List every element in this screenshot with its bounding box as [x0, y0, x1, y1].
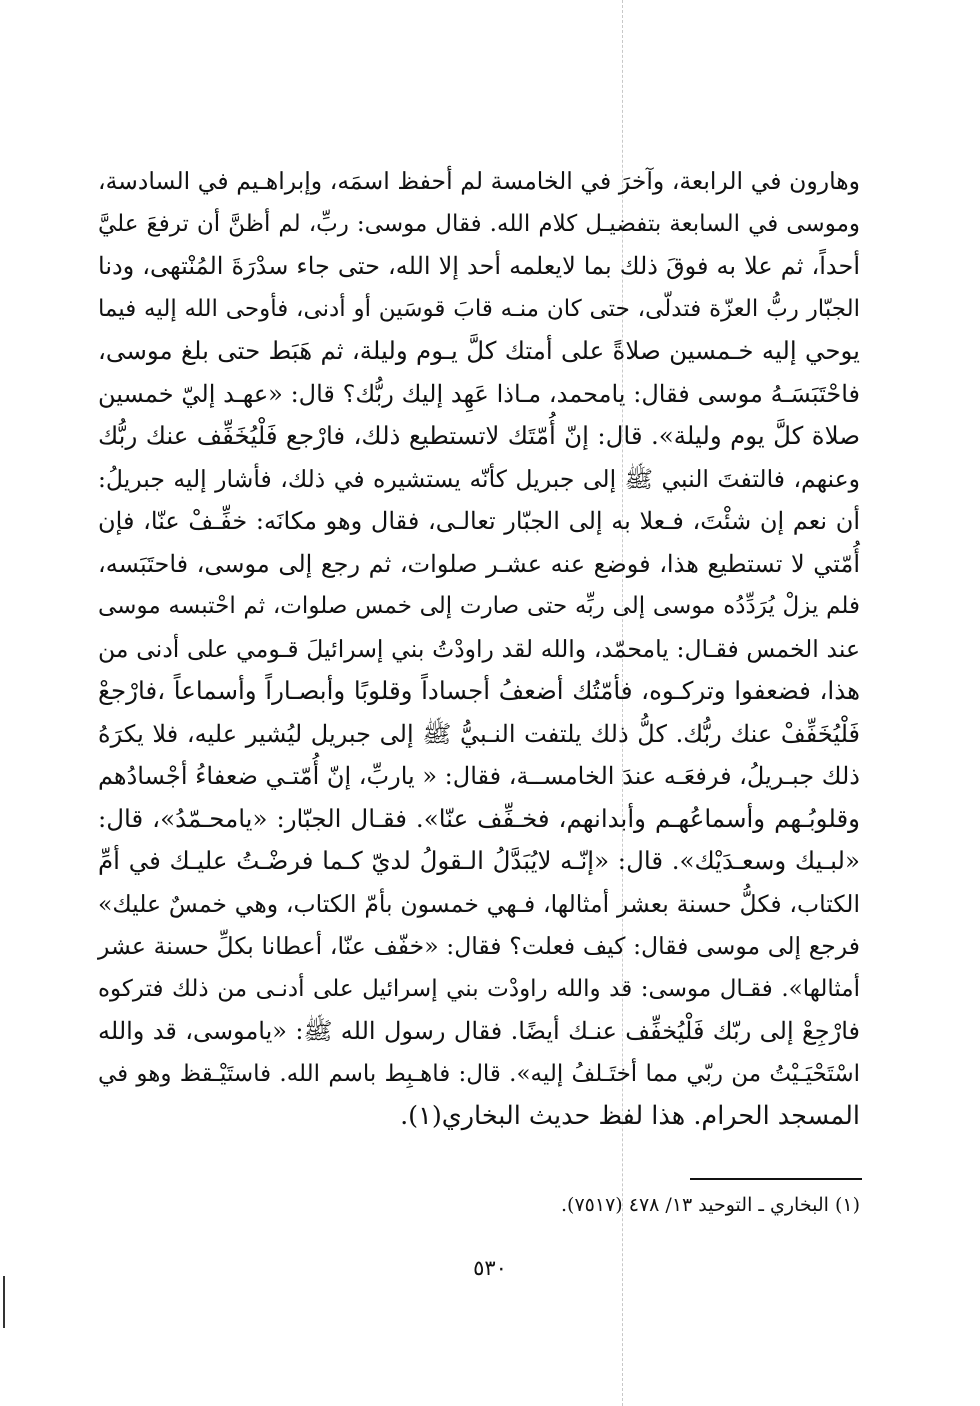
- text-line-10: أُمّتي لا تستطيع هذا، فوضع عنه عشـر صلوات، ثم رجع إلى موسى، فاحتَبَسه،: [98, 549, 860, 578]
- text-line-2: وموسى في السابعة بتفضيـل كلام الله. فقال موسى: ربِّ، لم أظنَّ أن ترفعَ عليَّ: [98, 210, 860, 237]
- page-number: ٥٣٠: [473, 1256, 507, 1280]
- text-line-3: أحداً، ثم علا به فوقَ ذلك بما لايعلمه أحد إلا الله، حتى جاء سدْرَةَ المُنْتهى، ودنا: [98, 252, 860, 280]
- text-line-15: ذلك جبـريلُ، فرفعَـه عندَ الخامســة، فقال: « ياربِّ، إنّ أُمّتـي ضعفاءُ أجْسادُهم: [97, 762, 860, 790]
- main-text-block: [98, 160, 860, 1138]
- text-line-7: صلاة كلَّ يوم وليلة». قال: إنّ أُمّتَك لاتستطيع ذلك، فارْجع فَلْيُخَفِّف عنك ربُّك: [98, 421, 860, 450]
- text-line-23: المسجد الحرام. هذا لفظ حديث البخاري(١).: [400, 1101, 860, 1131]
- text-line-21: فارْجِعْ إلى ربّك فَلْيُخفِّف عنـك أيضًا. فقال رسول الله ﷺ: «ياموسى، قد والله: [98, 1017, 860, 1045]
- footnote: (١) البخاري ـ التوحيد ١٣/ ٤٧٨ (٧٥١٧).: [561, 1194, 860, 1216]
- text-line-11: فلم يزلْ يُرَدِّدُه موسى إلى ربِّه حتى صارت إلى خمس صلوات، ثم احْتبسه موسى: [98, 593, 860, 619]
- text-line-1: وهارون في الرابعة، وآخرَ في الخامسة لم أحفظ اسمَه، وإبراهـيم في السادسة،: [98, 167, 860, 195]
- text-line-12: عند الخمس فقـال: يامحمّد، والله لقد راودْتُ بني إسرائيلَ قـومي على أدنى من: [98, 634, 860, 663]
- text-line-9: أن نعم إن شئْتَ، فـعلا به إلى الجبّار تعالـى، فقال وهو مكانَه: خفِّـفْ عنّا، فإن: [98, 507, 860, 535]
- text-line-6: فاحْتَبَسَـهُ موسى فقال: يامحمد، مـاذا عَهِد إليك ربُّك؟ قال: «عهـد إليّ خمسين: [98, 379, 860, 408]
- text-line-14: فَلْيُخَفِّفْ عنك ربُّك. كلُّ ذلك يلتفت النـبيُّ ﷺ إلى جبريل ليُشير عليه، فلا يكرَهُ: [98, 719, 860, 748]
- text-line-20: أمثالها». فقـال موسى: قد والله راودْت بني إسرائيل على أدنـى من ذلك فتركوه: [98, 975, 860, 1002]
- footnote-separator: [690, 1178, 862, 1180]
- text-line-5: يوحي إليه خـمسين صلاةً على أمتك كلَّ يـوم وليلة، ثم هَبَط حتى بلغ موسى،: [98, 336, 860, 365]
- margin-mark: [3, 1276, 5, 1328]
- text-line-13: هذا، فضعفوا وتركـوه، فأمّتُك أضعفُ أجساداً وقلوبًا وأبصـاراً وأسماعاً ،فارْجعْ: [98, 676, 860, 705]
- text-line-16: وقلوبُـهم وأسماعُهـم وأبدانهم، فخـفِّف عنّا». فقـال الجبّار: «يامحـمّدُ»، قال:: [98, 803, 860, 833]
- text-line-4: الجبّار ربُّ العزّة فتدلّى، حتى كان منـه قابَ قوسَين أو أدنى، فأوحى الله إليه فيما: [98, 295, 860, 322]
- text-line-8: وعنهم، فالتفتَ النبي ﷺ إلى جبريل كأنّه يستشيره في ذلك، فأشار إليه جبريلُ:: [98, 464, 860, 493]
- text-line-22: اسْتَحْيَـيْتُ من ربّي مما أختَـلفُ إليه». قال: فاهـبِط باسم الله. فاستَيْـقظ وهو في: [98, 1060, 860, 1087]
- text-line-17: «لبـيك وسعـدَيْك». قال: «إنّـه لايُبَدَّلُ الـقولُ لديّ كـما فرضْـتُ عليـك في أمِّ: [98, 846, 860, 875]
- text-line-19: فرجع إلى موسى فقال: كيف فعلت؟ فقال: «خفّف عنّا، أعطانا بكلِّ حسنة عشر: [98, 932, 860, 960]
- text-line-18: الكتاب، فكلُّ حسنة بعشر أمثالها، فـهي خمسون بأمّ الكتاب، وهي خمسٌ عليك»: [98, 889, 860, 918]
